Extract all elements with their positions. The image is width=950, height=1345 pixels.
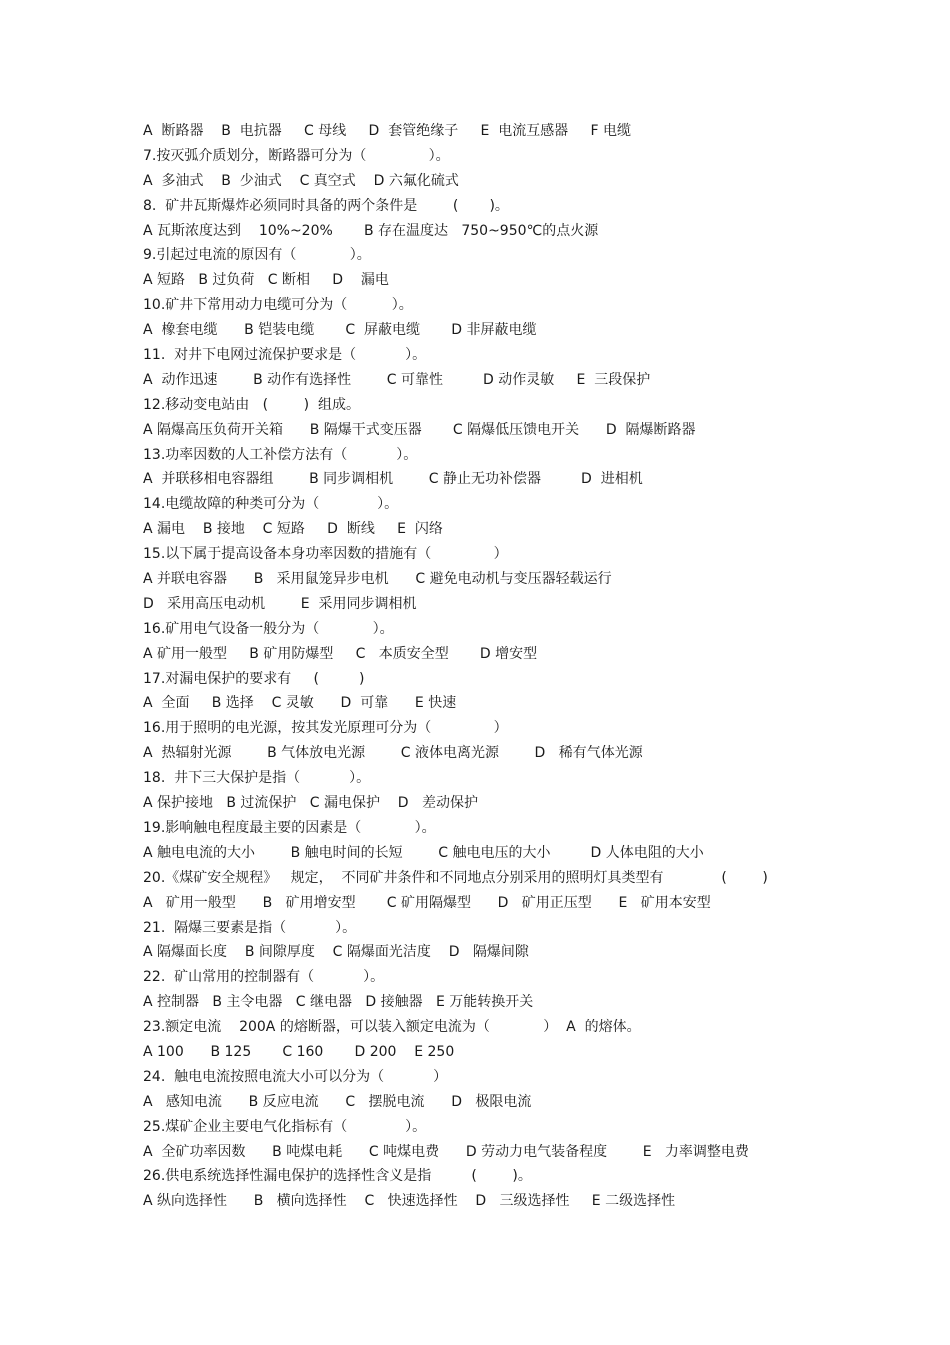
question-line: 17.对漏电保护的要求有 ( ) [143,670,365,687]
answer-options-line: A 动作迅速 B 动作有选择性 C 可靠性 D 动作灵敏 E 三段保护 [143,371,651,388]
question-line: 7.按灭弧介质划分，断路器可分为（ ）。 [143,147,450,164]
answer-options-line: A 100 B 125 C 160 D 200 E 250 [143,1043,455,1060]
answer-options-line: A 隔爆高压负荷开关箱 B 隔爆干式变压器 C 隔爆低压馈电开关 D 隔爆断路器 [143,421,696,438]
question-line: 19.影响触电程度最主要的因素是（ ）。 [143,819,436,836]
question-line: 9.引起过电流的原因有（ ）。 [143,247,371,264]
question-line: 10.矿井下常用动力电缆可分为（ ）。 [143,297,413,314]
answer-options-line: A 纵向选择性 B 横向选择性 C 快速选择性 D 三级选择性 E 二级选择性 [143,1193,676,1210]
answer-options-line: A 瓦斯浓度达到 10%~20% B 存在温度达 750~950℃的点火源 [143,222,599,239]
answer-options-line: A 保护接地 B 过流保护 C 漏电保护 D 差动保护 [143,795,478,812]
answer-options-line: D 采用高压电动机 E 采用同步调相机 [143,595,417,612]
question-line: 18. 井下三大保护是指（ ）。 [143,770,371,787]
question-line: 15.以下属于提高设备本身功率因数的措施有（ ） [143,546,508,563]
answer-options-line: A 断路器 B 电抗器 C 母线 D 套管绝缘子 E 电流互感器 F 电缆 [143,123,631,139]
answer-options-line: A 短路 B 过负荷 C 断相 D 漏电 [143,272,389,289]
question-line: 8. 矿井瓦斯爆炸必须同时具备的两个条件是 ( )。 [143,197,509,214]
answer-options-line: A 矿用一般型 B 矿用增安型 C 矿用隔爆型 D 矿用正压型 E 矿用本安型 [143,894,711,911]
question-line: 24. 触电电流按照电流大小可以分为（ ） [143,1068,448,1085]
answer-options-line: A 全矿功率因数 B 吨煤电耗 C 吨煤电费 D 劳动力电气装备程度 E 力率调整电费 [143,1143,749,1160]
question-line: 16.矿用电气设备一般分为（ ）。 [143,620,394,637]
answer-options-line: A 漏电 B 接地 C 短路 D 断线 E 闪络 [143,521,443,538]
answer-options-line: A 全面 B 选择 C 灵敏 D 可靠 E 快速 [143,695,457,712]
question-line: 11. 对井下电网过流保护要求是（ ）。 [143,347,427,364]
answer-options-line: A 橡套电缆 B 铠装电缆 C 屏蔽电缆 D 非屏蔽电缆 [143,322,537,339]
question-line: 12.移动变电站由 ( ) 组成。 [143,396,361,413]
question-line: 21. 隔爆三要素是指（ ）。 [143,919,357,936]
answer-options-line: A 矿用一般型 B 矿用防爆型 C 本质安全型 D 增安型 [143,645,538,662]
question-line: 16.用于照明的电光源，按其发光原理可分为（ ） [143,720,508,737]
answer-options-line: A 触电电流的大小 B 触电时间的长短 C 触电电压的大小 D 人体电阻的大小 [143,844,704,861]
answer-options-line: A 多油式 B 少油式 C 真空式 D 六氟化硫式 [143,172,459,189]
answer-options-line: A 感知电流 B 反应电流 C 摆脱电流 D 极限电流 [143,1093,532,1110]
question-line: 20.《煤矿安全规程》 规定， 不同矿井条件和不同地点分别采用的照明灯具类型有 ( ) [143,869,768,886]
answer-options-line: A 并联移相电容器组 B 同步调相机 C 静止无功补偿器 D 进相机 [143,471,643,488]
answer-options-line: A 控制器 B 主令电器 C 继电器 D 接触器 E 万能转换开关 [143,994,534,1011]
answer-options-line: A 热辐射光源 B 气体放电光源 C 液体电离光源 D 稀有气体光源 [143,745,643,762]
question-line: 22. 矿山常用的控制器有（ ）。 [143,969,385,986]
question-line: 26.供电系统选择性漏电保护的选择性含义是指 ( )。 [143,1168,532,1185]
question-line: 23.额定电流 200A 的熔断器，可以装入额定电流为（ ） A 的熔体。 [143,1019,641,1036]
question-line: 14.电缆故障的种类可分为（ ）。 [143,496,399,513]
answer-options-line: A 隔爆面长度 B 间隙厚度 C 隔爆面光洁度 D 隔爆间隙 [143,944,529,961]
answer-options-line: A 并联电容器 B 采用鼠笼异步电机 C 避免电动机与变压器轻载运行 [143,571,612,588]
question-line: 13.功率因数的人工补偿方法有（ ）。 [143,446,418,463]
question-list [143,119,903,1214]
question-line: 25.煤矿企业主要电气化指标有（ ）。 [143,1118,427,1135]
